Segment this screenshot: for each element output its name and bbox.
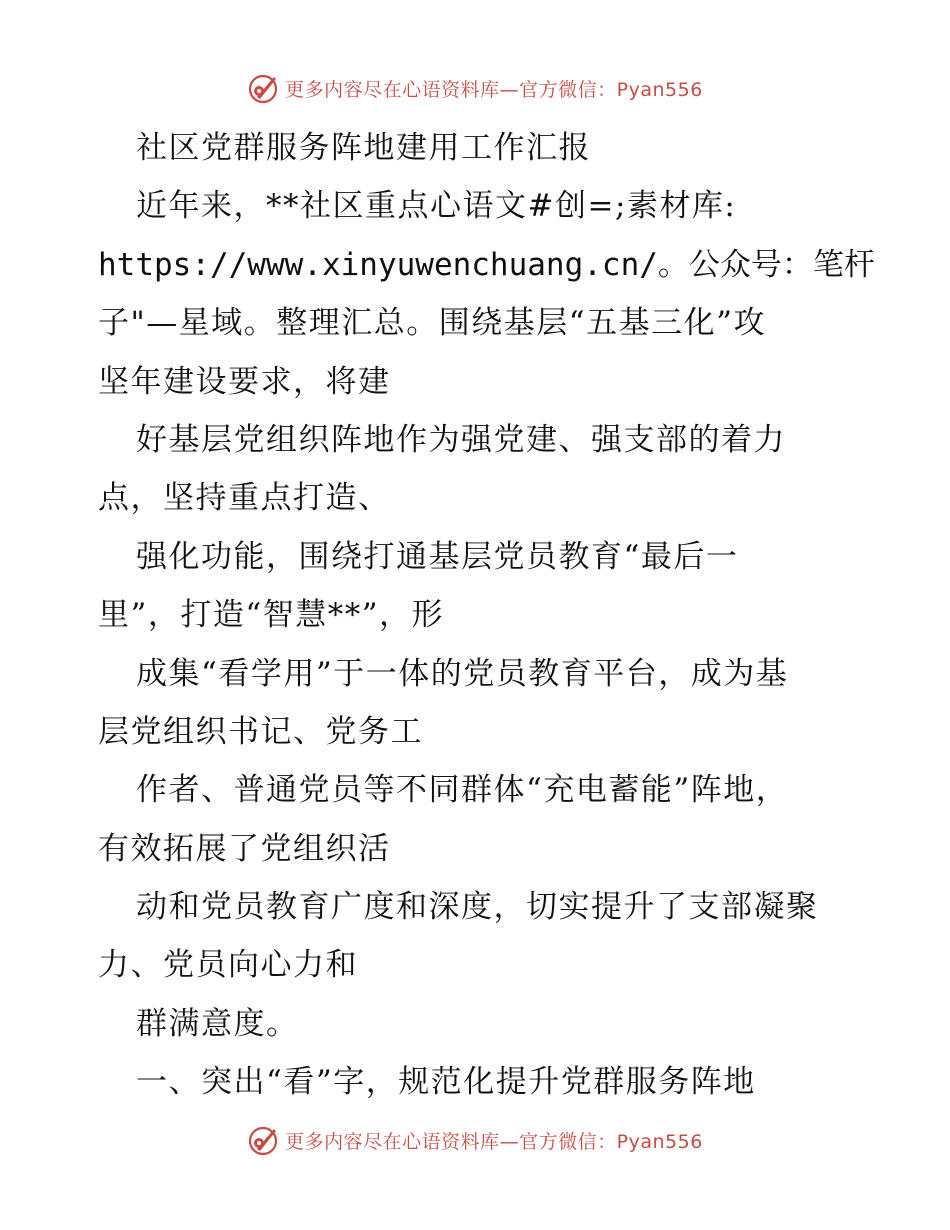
text-line: 社区党群服务阵地建用工作汇报 [136, 130, 591, 166]
text-line: https://www.xinyuwenchuang.cn/。公众号：笔杆 [98, 246, 875, 283]
text-line: 点，坚持重点打造、 [98, 480, 391, 517]
text-line: 力、党员向心力和 [98, 947, 358, 984]
text-line: 坚年建设要求，将建 [98, 363, 391, 400]
text-line: 一、突出“看”字，规范化提升党群服务阵地 [136, 1064, 756, 1101]
text-line: 子"—星域。整理汇总。围绕基层“五基三化”攻 [98, 305, 766, 342]
text-line: 层党组织书记、党务工 [98, 713, 423, 750]
text-line: 近年来，**社区重点心语文#创=;素材库: [136, 188, 737, 225]
text-line: 好基层党组织阵地作为强党建、强支部的着力 [136, 421, 786, 458]
watermark-banner-bottom [0, 1120, 950, 1160]
quill-pen-seal-icon [247, 72, 279, 104]
text-line: 群满意度。 [136, 1005, 299, 1042]
watermark-text: 更多内容尽在心语资料库—官方微信：Pyan556 [285, 78, 703, 101]
text-line: 动和党员教育广度和深度，切实提升了支部凝聚 [136, 889, 819, 926]
watermark-text: 更多内容尽在心语资料库—官方微信：Pyan556 [285, 1130, 703, 1153]
text-line: 成集“看学用”于一体的党员教育平台，成为基 [136, 655, 789, 692]
watermark-banner-top [0, 68, 950, 108]
text-line: 作者、普通党员等不同群体“充电蓄能”阵地， [136, 772, 789, 809]
document-body [98, 119, 875, 1112]
text-line: 里”，打造“智慧**”，形 [98, 597, 445, 634]
text-line: 强化功能，围绕打通基层党员教育“最后一 [136, 538, 739, 575]
quill-pen-seal-icon [247, 1124, 279, 1156]
text-line: 有效拓展了党组织活 [98, 830, 391, 867]
